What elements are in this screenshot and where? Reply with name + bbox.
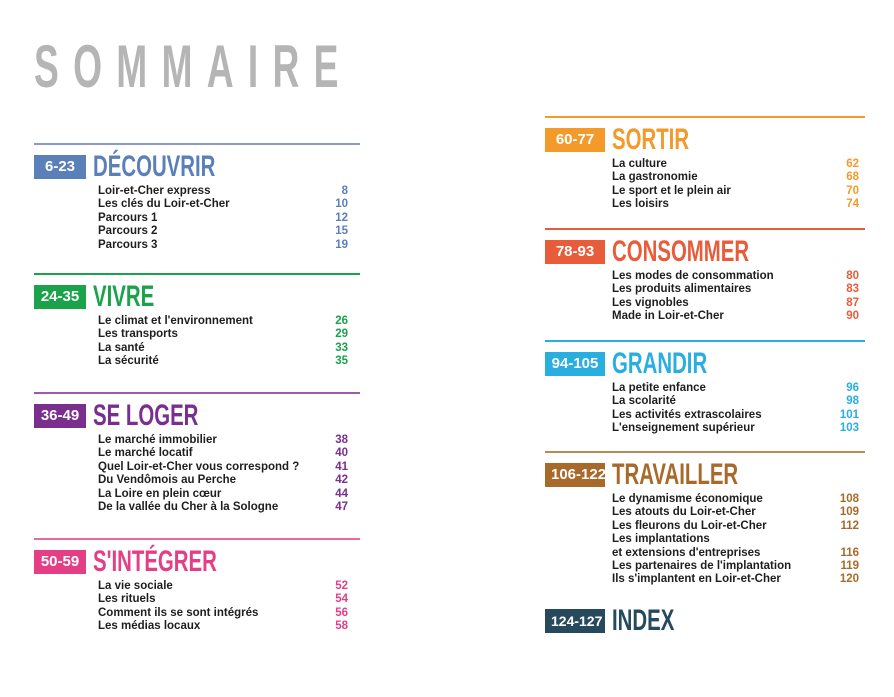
toc-entry-page: 54 — [335, 593, 348, 606]
toc-entry[interactable] — [612, 382, 859, 395]
toc-entry-label: Les loisirs — [612, 198, 669, 211]
toc-entry-label: Les clés du Loir-et-Cher — [98, 198, 230, 211]
section-title: S'INTÉGRER — [93, 545, 217, 578]
toc-entry-page: 90 — [846, 310, 859, 323]
toc-list — [612, 270, 859, 324]
toc-entry-page: 40 — [335, 447, 348, 460]
toc-entry-label: Les atouts du Loir-et-Cher — [612, 506, 756, 519]
section-rule — [34, 538, 360, 540]
toc-entry-label: De la vallée du Cher à la Sologne — [98, 501, 279, 514]
toc-entry-label: Parcours 2 — [98, 225, 158, 238]
toc-entry-label: Ils s'implantent en Loir-et-Cher — [612, 573, 781, 586]
toc-entry[interactable] — [612, 422, 859, 435]
toc-entry-page: 38 — [335, 434, 348, 446]
toc-list — [612, 493, 859, 587]
toc-entry[interactable] — [98, 447, 348, 460]
toc-entry-page: 52 — [335, 580, 348, 592]
toc-entry-page: 96 — [846, 382, 859, 394]
toc-entry-label: Les médias locaux — [98, 620, 201, 633]
toc-entry[interactable] — [612, 493, 859, 506]
toc-entry-label: La gastronomie — [612, 171, 698, 184]
toc-entry-label: Le marché immobilier — [98, 434, 217, 446]
page-title: SOMMAIRE — [34, 33, 353, 100]
page-range-badge: 124-127 — [545, 609, 605, 633]
toc-entry-label: La scolarité — [612, 395, 676, 408]
toc-entry-label: Les implantations et extensions d'entreprises — [612, 533, 761, 559]
section-header[interactable] — [34, 150, 273, 183]
toc-entry-label: Quel Loir-et-Cher vous correspond ? — [98, 460, 300, 473]
toc-entry[interactable] — [612, 171, 859, 184]
toc-entry-page: 87 — [846, 296, 859, 309]
toc-entry[interactable] — [98, 620, 348, 633]
toc-entry-label: Parcours 1 — [98, 211, 158, 224]
toc-entry-page: 116 — [840, 546, 859, 559]
toc-entry-label: Le dynamisme économique — [612, 493, 763, 505]
toc-entry-page: 70 — [846, 184, 859, 197]
toc-entry-label: La sécurité — [98, 355, 159, 368]
page-range-badge: 36-49 — [34, 404, 86, 428]
section-title: CONSOMMER — [612, 235, 750, 268]
page-range-badge: 94-105 — [545, 352, 605, 376]
page-range-badge: 60-77 — [545, 128, 605, 152]
section-title: DÉCOUVRIR — [93, 150, 216, 183]
toc-entry-page: 56 — [335, 606, 348, 619]
section-rule — [34, 392, 360, 394]
toc-entry-page: 42 — [335, 474, 348, 487]
toc-entry[interactable] — [98, 355, 348, 368]
toc-list — [98, 315, 348, 369]
toc-entry-label: L'enseignement supérieur — [612, 422, 755, 435]
section-header[interactable] — [545, 235, 814, 268]
toc-entry[interactable] — [612, 158, 859, 171]
toc-entry[interactable] — [98, 501, 348, 514]
section-title: SE LOGER — [93, 399, 199, 432]
toc-entry-label: Le sport et le plein air — [612, 184, 731, 197]
toc-entry-page: 108 — [839, 493, 859, 505]
toc-entry[interactable] — [612, 533, 859, 560]
toc-list — [612, 158, 859, 212]
toc-entry-page: 41 — [335, 460, 348, 473]
toc-entry-page: 12 — [335, 211, 348, 224]
toc-entry[interactable] — [612, 198, 859, 211]
section-rule — [545, 340, 865, 342]
toc-entry-page: 15 — [335, 225, 348, 238]
toc-entry[interactable] — [612, 560, 859, 573]
toc-entry-page: 101 — [839, 408, 859, 421]
toc-entry-label: Les fleurons du Loir-et-Cher — [612, 519, 767, 532]
toc-entry[interactable] — [98, 212, 348, 225]
section-title: GRANDIR — [612, 347, 708, 380]
toc-entry[interactable] — [612, 573, 859, 586]
toc-entry[interactable] — [98, 580, 348, 593]
section-title: SORTIR — [612, 123, 690, 156]
toc-entry[interactable] — [98, 434, 348, 447]
toc-entry-page: 119 — [840, 560, 859, 573]
toc-entry[interactable] — [98, 342, 348, 355]
section-header[interactable] — [545, 604, 704, 637]
toc-entry[interactable] — [98, 593, 348, 606]
toc-entry[interactable] — [98, 474, 348, 487]
toc-entry-page: 80 — [846, 270, 859, 282]
toc-entry-label: La santé — [98, 341, 145, 354]
toc-entry[interactable] — [98, 185, 348, 198]
toc-entry-page: 98 — [846, 395, 859, 408]
section-title: TRAVAILLER — [612, 458, 739, 491]
toc-entry-label: Le marché locatif — [98, 447, 193, 460]
section-header[interactable] — [545, 458, 798, 491]
toc-entry[interactable] — [612, 283, 859, 296]
toc-entry[interactable] — [98, 225, 348, 238]
toc-entry[interactable] — [98, 198, 348, 211]
toc-entry-label: La Loire en plein cœur — [98, 487, 222, 500]
toc-entry[interactable] — [98, 461, 348, 474]
section-rule — [34, 273, 360, 275]
page-range-badge: 24-35 — [34, 285, 86, 309]
toc-entry-page: 103 — [839, 422, 859, 435]
toc-entry-page: 35 — [335, 355, 348, 368]
toc-entry-page: 19 — [335, 238, 348, 251]
section-header[interactable] — [34, 399, 248, 432]
toc-entry-label: Les vignobles — [612, 296, 689, 309]
toc-list — [98, 580, 348, 634]
toc-entry-page: 68 — [846, 171, 859, 184]
toc-entry[interactable] — [98, 328, 348, 341]
toc-entry-label: La culture — [612, 158, 667, 170]
toc-entry[interactable] — [98, 239, 348, 252]
toc-entry-page: 26 — [335, 315, 348, 327]
toc-entry-label: La petite enfance — [612, 382, 706, 394]
toc-entry-label: Le climat et l'environnement — [98, 315, 253, 327]
toc-entry[interactable] — [98, 607, 348, 620]
toc-entry-page: 29 — [335, 328, 348, 341]
toc-entry-label: Les produits alimentaires — [612, 283, 752, 296]
section-header[interactable] — [34, 545, 275, 578]
section-title: INDEX — [612, 604, 675, 637]
toc-entry-page: 10 — [335, 198, 348, 211]
toc-entry-page: 47 — [335, 501, 348, 514]
section-header[interactable] — [545, 347, 752, 380]
toc-entry-label: Du Vendômois au Perche — [98, 474, 237, 487]
toc-entry[interactable] — [612, 310, 859, 323]
toc-entry[interactable] — [98, 315, 348, 328]
toc-list — [98, 434, 348, 514]
toc-entry[interactable] — [612, 297, 859, 310]
toc-entry-page: 83 — [846, 283, 859, 296]
page-range-badge: 106-122 — [545, 463, 605, 487]
toc-entry-label: Made in Loir-et-Cher — [612, 310, 724, 323]
toc-entry[interactable] — [612, 520, 859, 533]
section-header[interactable] — [34, 280, 183, 313]
toc-entry-label: Les modes de consommation — [612, 270, 774, 282]
toc-entry[interactable] — [612, 506, 859, 519]
toc-entry-page: 44 — [335, 487, 348, 500]
toc-entry[interactable] — [98, 488, 348, 501]
toc-entry-page: 8 — [341, 185, 348, 197]
toc-entry-label: Les partenaires de l'implantation — [612, 560, 792, 573]
toc-entry-page: 120 — [839, 573, 859, 586]
toc-entry-label: La vie sociale — [98, 580, 173, 592]
toc-entry[interactable] — [612, 409, 859, 422]
page-range-badge: 6-23 — [34, 155, 86, 179]
toc-entry-label: Les activités extrascolaires — [612, 408, 762, 421]
toc-list — [98, 185, 348, 252]
section-rule — [545, 228, 865, 230]
toc-entry[interactable] — [612, 395, 859, 408]
toc-entry-page: 62 — [846, 158, 859, 170]
toc-list — [612, 382, 859, 436]
section-rule — [545, 116, 865, 118]
toc-entry[interactable] — [612, 185, 859, 198]
toc-entry-label: Loir-et-Cher express — [98, 185, 211, 197]
toc-entry-page: 109 — [839, 506, 859, 519]
toc-entry-page: 112 — [840, 519, 859, 532]
section-title: VIVRE — [93, 280, 155, 313]
toc-entry-label: Les rituels — [98, 593, 156, 606]
toc-entry-page: 33 — [335, 341, 348, 354]
toc-entry-page: 74 — [846, 198, 859, 211]
section-rule — [545, 451, 865, 453]
toc-entry-label: Les transports — [98, 328, 178, 341]
toc-entry[interactable] — [612, 270, 859, 283]
page-range-badge: 50-59 — [34, 550, 86, 574]
toc-entry-label: Comment ils se sont intégrés — [98, 606, 259, 619]
toc-entry-page: 58 — [335, 620, 348, 633]
section-rule — [34, 143, 360, 145]
page-range-badge: 78-93 — [545, 240, 605, 264]
section-header[interactable] — [545, 123, 725, 156]
toc-entry-label: Parcours 3 — [98, 238, 158, 251]
